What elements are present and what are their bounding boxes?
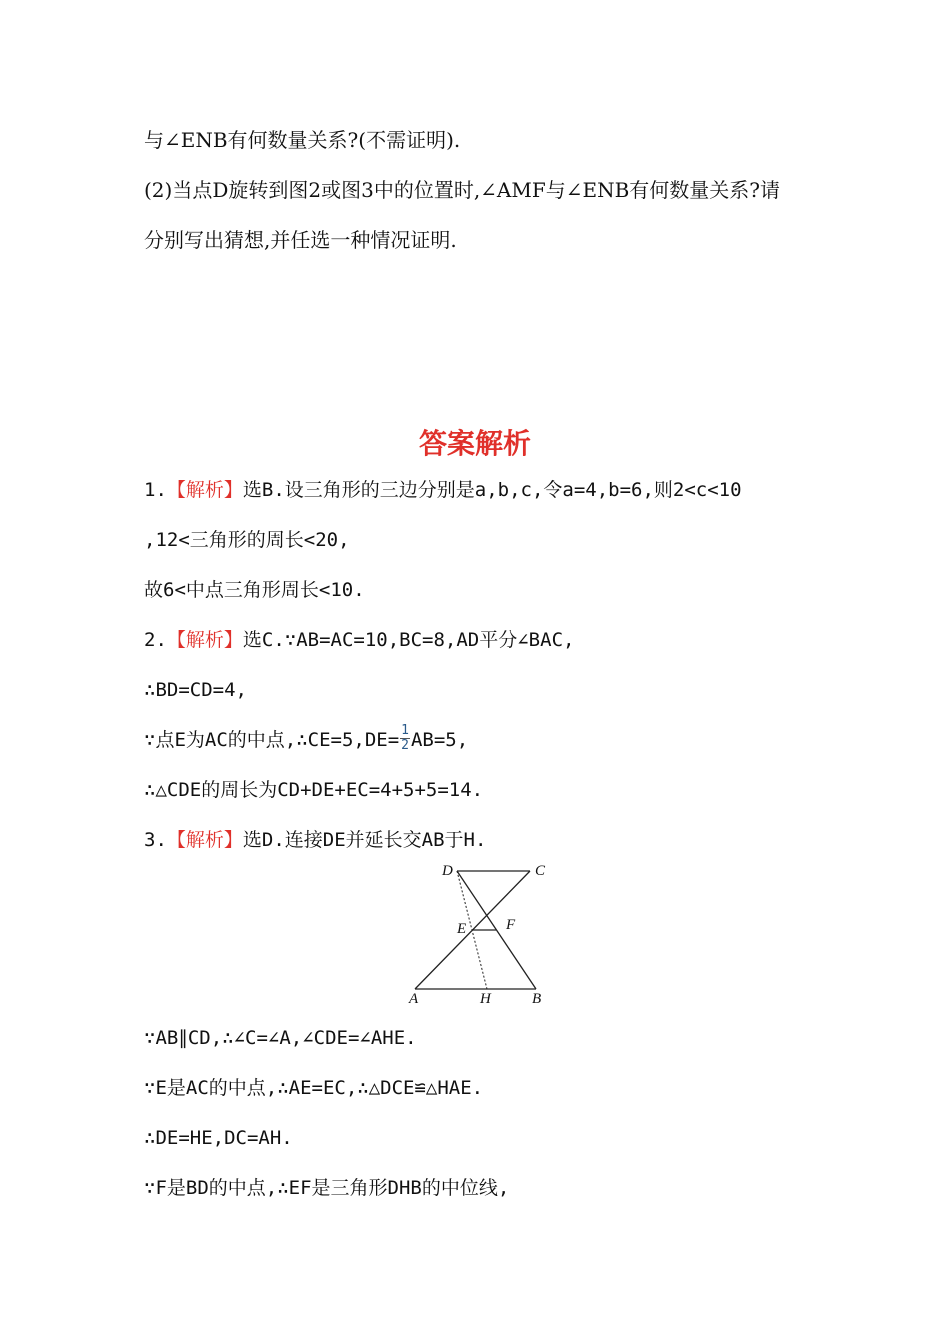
problem-line-1: 与∠ENB有何数量关系?(不需证明). — [144, 128, 461, 152]
q2-text-1: 选C.∵AB=AC=10,BC=8,AD平分∠BAC, — [242, 629, 575, 651]
fraction-numerator: 1 — [401, 723, 409, 738]
q2-line-3 — [144, 723, 469, 755]
q1-line-1 — [144, 476, 742, 504]
label-C: C — [535, 863, 546, 879]
geometry-figure — [400, 856, 560, 1008]
q2-line-2: ∴BD=CD=4, — [144, 679, 247, 701]
answer-title: 答案解析 — [418, 427, 531, 460]
q1-tag: 【解析】 — [166, 479, 243, 501]
problem-line-3: 分别写出猜想,并任选一种情况证明. — [144, 228, 457, 252]
label-F: F — [506, 917, 516, 933]
q3-text-1: 选D.连接DE并延长交AB于H. — [242, 829, 487, 851]
q3-line-4: ∴DE=HE,DC=AH. — [144, 1127, 293, 1149]
q3-number: 3. — [144, 829, 167, 851]
q2-text-3b: AB=5, — [410, 729, 469, 751]
label-D: D — [442, 863, 453, 879]
label-B: B — [532, 991, 542, 1007]
q3-line-1 — [144, 826, 486, 854]
q1-line-2: ,12<三角形的周长<20, — [144, 529, 350, 551]
q1-line-3: 故6<中点三角形周长<10. — [144, 579, 365, 601]
q2-line-1 — [144, 626, 574, 654]
label-H: H — [480, 991, 491, 1007]
label-A: A — [409, 991, 419, 1007]
q3-tag: 【解析】 — [166, 829, 243, 851]
q2-line-4: ∴△CDE的周长为CD+DE+EC=4+5+5=14. — [144, 779, 484, 801]
fraction-denominator: 2 — [401, 738, 409, 753]
q2-text-3a: ∵点E为AC的中点,∴CE=5,DE= — [144, 729, 400, 751]
q3-line-3: ∵E是AC的中点,∴AE=EC,∴△DCE≌△HAE. — [144, 1077, 484, 1099]
label-E: E — [457, 921, 467, 937]
q3-line-2: ∵AB∥CD,∴∠C=∠A,∠CDE=∠AHE. — [144, 1027, 417, 1049]
q1-number: 1. — [144, 479, 167, 501]
q2-tag: 【解析】 — [166, 629, 243, 651]
segment-DB — [457, 871, 536, 989]
fraction-one-half — [400, 724, 410, 753]
q3-line-5: ∵F是BD的中点,∴EF是三角形DHB的中位线, — [144, 1177, 510, 1199]
q1-text-1: 选B.设三角形的三边分别是a,b,c,令a=4,b=6,则2<c<10 — [242, 479, 742, 501]
q2-number: 2. — [144, 629, 167, 651]
problem-line-2: (2)当点D旋转到图2或图3中的位置时,∠AMF与∠ENB有何数量关系?请 — [144, 178, 781, 202]
